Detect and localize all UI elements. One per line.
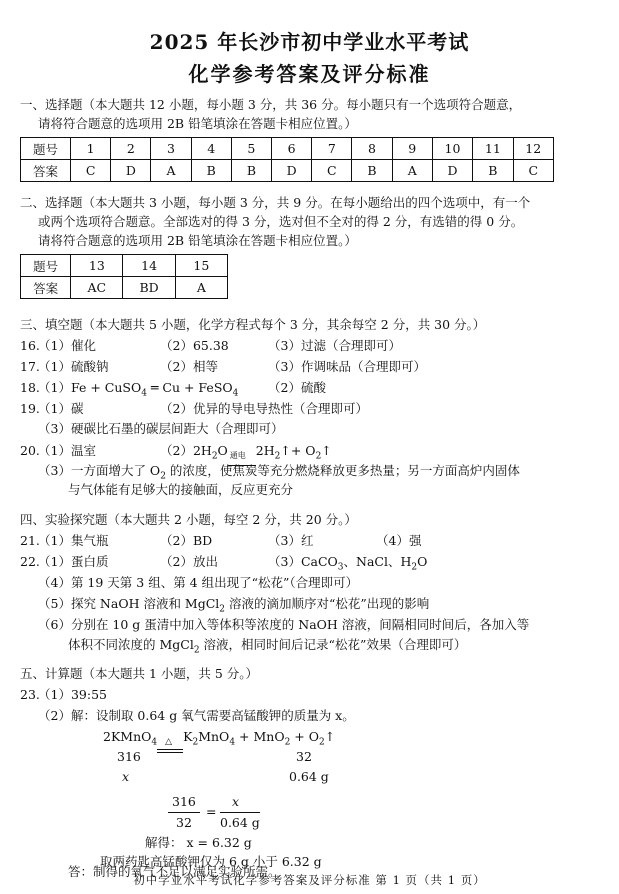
q18-number: 18.: [20, 380, 40, 395]
mc-answer-6: D: [272, 160, 312, 182]
mc-answer-4: B: [191, 160, 231, 182]
heat-symbol: △: [165, 737, 173, 747]
frac1-bar: [168, 812, 200, 813]
section1-heading: 一、选择题（本大题共 12 小题，每小题 3 分，共 36 分。每小题只有一个选项符合题意，: [20, 97, 522, 112]
mc-answer-8: B: [352, 160, 392, 182]
mc-answer-12: C: [513, 160, 553, 182]
mc-answer-7: C: [312, 160, 352, 182]
q23-equation: 2KMnO$_4$ △ $K_2MnO_4 + MnO_2$ + $O_2↑$: [103, 727, 335, 753]
mc-question-12: 12: [513, 138, 553, 160]
q22-number: 22.: [20, 554, 40, 569]
section2-heading-3: 请将符合题意的选项用 2B 铅笔填涂在答题卡相应位置。）: [38, 233, 357, 248]
q16-answer-3: （3）过滤（合理即可）: [268, 338, 401, 353]
q18-answer-2: （2）硫酸: [268, 380, 326, 395]
q23-conclusion: 答：制得的氧气不足以满足实验所需。: [68, 864, 281, 879]
q23-molar-mass-1: 316: [117, 749, 141, 764]
q21-answer-1: （1）集气瓶: [38, 533, 109, 548]
multi-answer-14: BD: [123, 277, 175, 299]
q22-answer-6-line-2: 体积不同浓度的 MgCl$_2$ 溶液，相同时间后记录“松花”效果（合理即可）: [68, 637, 467, 656]
q20-answer-3-line-2: 与气体能有足够大的接触面，反应更充分: [68, 482, 294, 497]
q23-answer-1: （1）39:55: [38, 687, 107, 702]
q23-variable-x: x: [122, 769, 130, 784]
q23-mass-oxygen: 0.64 g: [289, 769, 329, 784]
mc-answer-1: C: [71, 160, 111, 182]
section3-heading: 三、填空题（本大题共 5 小题，化学方程式每个 3 分，其余每空 2 分，共 30 分。）: [20, 317, 486, 332]
row-label-answer: 答案: [21, 160, 71, 182]
frac-equals: =: [206, 804, 217, 819]
q20-answer-3-line-1: （3）一方面增大了 $O_2$ 的浓度，使焦炭等充分燃烧释放更多热量；另一方面高炉内固体: [38, 463, 520, 482]
q19-answer-3: （3）硬碳比石墨的碳层间距大（合理即可）: [38, 421, 284, 436]
row-label-answer: 答案: [21, 277, 71, 299]
mc-answer-10: D: [432, 160, 472, 182]
row-label-question: 题号: [21, 255, 71, 277]
q21-answer-2: （2）BD: [160, 533, 213, 548]
mc-question-7: 7: [312, 138, 352, 160]
q21-number: 21.: [20, 533, 40, 548]
q21-answer-3: （3）红: [268, 533, 314, 548]
frac2-bar: [220, 812, 260, 813]
page-footer: 初中学业水平考试化学参考答案及评分标准 第 1 页（共 1 页）: [133, 873, 486, 887]
q20-answer-1: （1）温室: [38, 443, 96, 458]
section2-heading: 二、选择题（本大题共 3 小题，每小题 3 分，共 9 分。在每小题给出的四个选项中，有一个: [20, 195, 531, 210]
row-label-question: 题号: [21, 138, 71, 160]
frac2-numerator: x: [232, 794, 240, 809]
mc-answer-2: D: [111, 160, 151, 182]
page-subtitle: 化学参考答案及评分标准: [188, 62, 431, 86]
q16-answer-1: （1）催化: [38, 338, 96, 353]
q22-answer-1: （1）蛋白质: [38, 554, 109, 569]
q23-answer-2: （2）解：设制取 0.64 g 氧气需要高锰酸钾的质量为 x。: [38, 708, 355, 723]
mc-question-11: 11: [473, 138, 513, 160]
q19-answer-1: （1）碳: [38, 401, 84, 416]
q22-answer-6-line-1: （6）分别在 10 g 蛋清中加入等体积等浓度的 NaOH 溶液，间隔相同时间后，各加入等: [38, 617, 530, 632]
mc-answer-5: B: [231, 160, 271, 182]
section1-answer-table: [20, 137, 554, 182]
mc-answer-3: A: [151, 160, 191, 182]
q22-answer-2: （2）放出: [160, 554, 218, 569]
mc-answer-9: A: [392, 160, 432, 182]
page-title: 2025 年长沙市初中学业水平考试: [149, 30, 470, 54]
multi-answer-15: A: [175, 277, 227, 299]
mc-question-8: 8: [352, 138, 392, 160]
mc-question-3: 3: [151, 138, 191, 160]
mc-question-5: 5: [231, 138, 271, 160]
q16-answer-2: （2）65.38: [160, 338, 229, 353]
condition-electrolysis: 通电: [229, 451, 246, 460]
q19-number: 19.: [20, 401, 40, 416]
q17-answer-3: （3）作调味品（合理即可）: [268, 359, 426, 374]
q22-answer-4: （4）第 19 天第 3 组、第 4 组出现了“松花”（合理即可）: [38, 575, 359, 590]
mc-question-1: 1: [71, 138, 111, 160]
mc-question-9: 9: [392, 138, 432, 160]
mc-question-10: 10: [432, 138, 472, 160]
q17-number: 17.: [20, 359, 40, 374]
multi-question-13: 13: [71, 255, 123, 277]
multi-question-14: 14: [123, 255, 175, 277]
q23-number: 23.: [20, 687, 40, 702]
section4-heading: 四、实验探究题（本大题共 2 小题，每空 2 分，共 20 分。）: [20, 512, 357, 527]
mc-question-6: 6: [272, 138, 312, 160]
q16-number: 16.: [20, 338, 40, 353]
q23-comparison: 取两药匙高锰酸钾仅为 6 g 小于 6.32 g: [100, 854, 322, 869]
section5-heading: 五、计算题（本大题共 1 小题，共 5 分。）: [20, 666, 259, 681]
q23-molar-mass-2: 32: [296, 749, 312, 764]
q20-number: 20.: [20, 443, 40, 458]
section1-heading-2: 请将符合题意的选项用 2B 铅笔填涂在答题卡相应位置。）: [38, 116, 357, 131]
q17-answer-1: （1）硫酸钠: [38, 359, 109, 374]
multi-answer-13: AC: [71, 277, 123, 299]
q20-answer-2: $(2)2H_2O$ 通电 $2H_2↑+$ $O_2↑$: [160, 441, 332, 467]
mc-answer-11: B: [473, 160, 513, 182]
mc-question-2: 2: [111, 138, 151, 160]
q23-solve: 解得： x = 6.32 g: [145, 835, 252, 850]
q21-answer-4: （4）强: [376, 533, 422, 548]
section2-answer-table: [20, 254, 228, 299]
section2-heading-2: 或两个选项符合题意。全部选对的得 3 分，选对但不全对的得 2 分，有选错的得 0 分。: [38, 214, 524, 229]
q19-answer-2: （2）优异的导电导热性（合理即可）: [160, 401, 368, 416]
q22-answer-3: （3）CaCO$_3$、NaCl、$H_2O$: [268, 554, 428, 573]
frac1-denominator: 32: [176, 815, 192, 830]
q17-answer-2: （2）相等: [160, 359, 218, 374]
mc-question-4: 4: [191, 138, 231, 160]
q22-answer-5: （5）探究 NaOH 溶液和 MgCl$_2$ 溶液的滴加顺序对“松花”出现的影响: [38, 596, 430, 615]
multi-question-15: 15: [175, 255, 227, 277]
frac2-denominator: 0.64 g: [220, 815, 260, 830]
q18-answer-1: （1）Fe + CuSO$_4$ ═ Cu + FeSO$_4$: [38, 380, 239, 399]
frac1-numerator: 316: [172, 794, 196, 809]
